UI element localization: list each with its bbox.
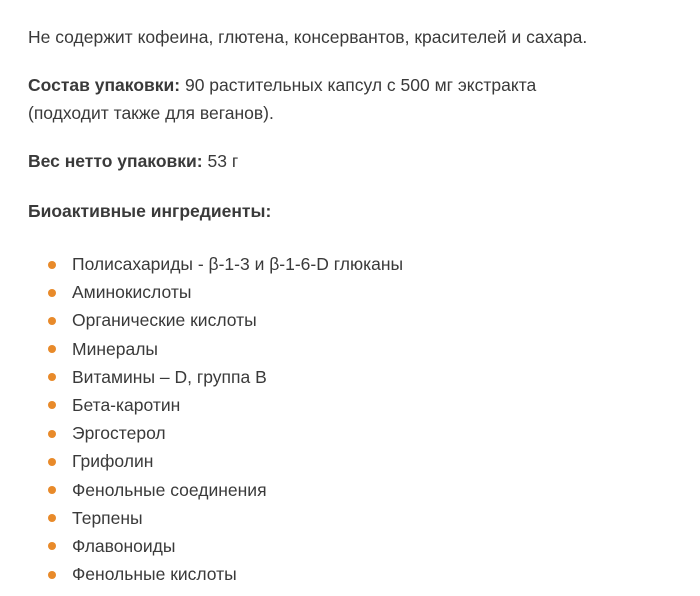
bullet-icon <box>48 542 56 550</box>
list-item <box>0 560 700 588</box>
composition-text-line1: 90 растительных капсул с 500 мг экстракта <box>180 75 537 95</box>
bullet-icon <box>48 373 56 381</box>
list-item-label: Эргостерол <box>72 423 166 444</box>
bullet-icon <box>48 458 56 466</box>
list-item-label: Терпены <box>72 507 143 528</box>
bullet-icon <box>48 261 56 269</box>
list-item-label: Витамины – D, группа B <box>72 366 267 387</box>
net-weight-paragraph <box>28 147 688 175</box>
list-item <box>0 447 700 475</box>
list-item <box>0 306 700 334</box>
net-weight-value: 53 г <box>202 151 239 171</box>
list-item <box>0 476 700 504</box>
bullet-icon <box>48 345 56 353</box>
intro-text: Не содержит кофеина, глютена, консервантов, красителей и сахара. <box>28 27 588 47</box>
bullet-icon <box>48 401 56 409</box>
composition-paragraph <box>28 71 688 127</box>
list-item-label: Аминокислоты <box>72 282 192 303</box>
list-item <box>0 278 700 306</box>
list-item-label: Бета-каротин <box>72 394 181 415</box>
list-item <box>0 391 700 419</box>
bullet-icon <box>48 317 56 325</box>
bullet-icon <box>48 514 56 522</box>
list-item-label: Фенольные кислоты <box>72 564 237 585</box>
list-item-label: Грифолин <box>72 451 154 472</box>
list-item <box>0 363 700 391</box>
bullet-icon <box>48 289 56 297</box>
list-item-label: Фенольные соединения <box>72 479 267 500</box>
list-item <box>0 250 700 278</box>
list-item <box>0 504 700 532</box>
net-weight-label: Вес нетто упаковки: <box>28 151 203 171</box>
bullet-icon <box>48 430 56 438</box>
bullet-icon <box>48 571 56 579</box>
bioactive-heading-label: Биоактивные ингредиенты: <box>28 201 272 221</box>
list-item <box>0 532 700 560</box>
composition-label: Состав упаковки: <box>28 75 181 95</box>
composition-text-line2: (подходит также для веганов). <box>28 103 274 123</box>
list-item-label: Флавоноиды <box>72 535 176 556</box>
list-item <box>0 335 700 363</box>
list-item-label: Органические кислоты <box>72 310 257 331</box>
list-item <box>0 419 700 447</box>
ingredient-list <box>0 250 700 588</box>
bioactive-heading <box>28 197 688 225</box>
list-item-label: Полисахариды - β-1-3 и β-1-6-D глюканы <box>72 254 404 274</box>
bullet-icon <box>48 486 56 494</box>
list-item-label: Минералы <box>72 338 159 359</box>
